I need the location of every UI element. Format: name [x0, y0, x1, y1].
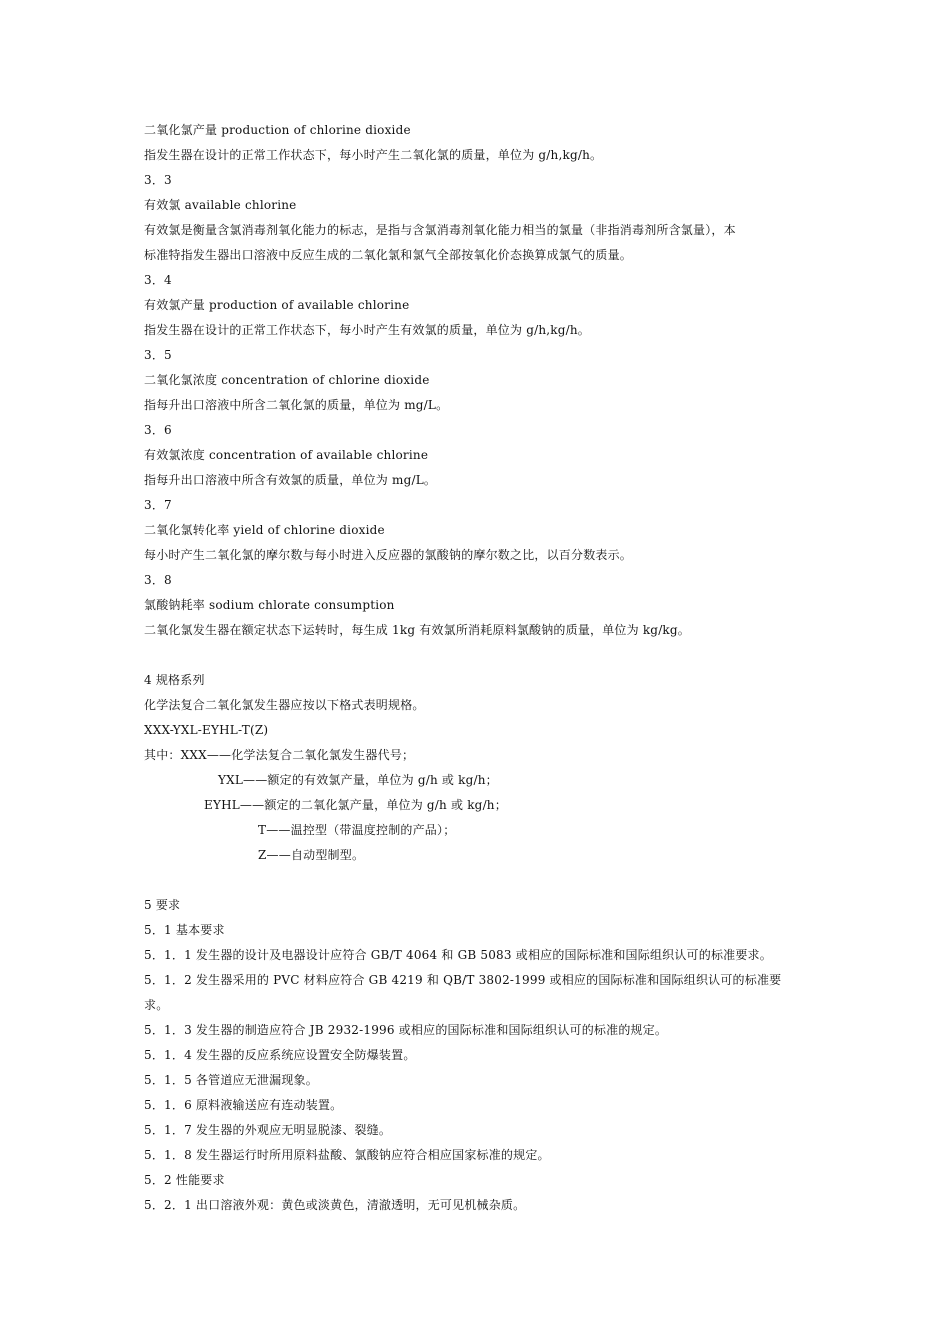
requirement-item: 5．1．2 发生器采用的 PVC 材料应符合 GB 4219 和 QB/T 3802-1999 或相应的国际标准和国际组织认可的标准要 — [144, 973, 782, 987]
paragraph: 化学法复合二氧化氯发生器应按以下格式表明规格。 — [144, 698, 425, 712]
term-definition: 指发生器在设计的正常工作状态下，每小时产生有效氯的质量，单位为 g/h,kg/h。 — [144, 323, 591, 337]
term-title-chlorine-dioxide-production: 二氧化氯产量 production of chlorine dioxide — [144, 123, 411, 137]
term-definition: 标准特指发生器出口溶液中反应生成的二氧化氯和氯气全部按氧化价态换算成氯气的质量。 — [144, 248, 633, 262]
spec-format: XXX-YXL-EYHL-T(Z) — [144, 723, 269, 737]
subsection-heading: 5．1 基本要求 — [144, 923, 225, 937]
section-number: 3．7 — [144, 498, 172, 512]
spec-explanation-yxl: YXL——额定的有效氯产量，单位为 g/h 或 kg/h； — [218, 773, 498, 787]
section-heading-specifications: 4 规格系列 — [144, 673, 205, 687]
term-definition: 每小时产生二氧化氯的摩尔数与每小时进入反应器的氯酸钠的摩尔数之比，以百分数表示。 — [144, 548, 633, 562]
term-definition: 指每升出口溶液中所含二氧化氯的质量，单位为 mg/L。 — [144, 398, 449, 412]
spec-explanation: 其中：XXX——化学法复合二氧化氯发生器代号； — [144, 748, 415, 762]
term-definition: 指每升出口溶液中所含有效氯的质量，单位为 mg/L。 — [144, 473, 437, 487]
term-definition: 二氧化氯发生器在额定状态下运转时，每生成 1kg 有效氯所消耗原料氯酸钠的质量，单位为 kg/kg。 — [144, 623, 690, 637]
term-title-chlorine-dioxide-yield: 二氧化氯转化率 yield of chlorine dioxide — [144, 523, 385, 537]
section-number: 3．5 — [144, 348, 172, 362]
blank-line — [144, 643, 824, 668]
blank-line — [144, 868, 824, 893]
term-title-available-chlorine-production: 有效氯产量 production of available chlorine — [144, 298, 410, 312]
requirement-item: 5．1．8 发生器运行时所用原料盐酸、氯酸钠应符合相应国家标准的规定。 — [144, 1148, 550, 1162]
term-title-sodium-chlorate-consumption: 氯酸钠耗率 sodium chlorate consumption — [144, 598, 395, 612]
term-definition: 指发生器在设计的正常工作状态下，每小时产生二氧化氯的质量，单位为 g/h,kg/h。 — [144, 148, 603, 162]
section-number: 3．3 — [144, 173, 172, 187]
section-number: 3．8 — [144, 573, 172, 587]
section-heading-requirements: 5 要求 — [144, 898, 181, 912]
subsection-heading: 5．2 性能要求 — [144, 1173, 225, 1187]
requirement-item: 5．2．1 出口溶液外观：黄色或淡黄色，清澈透明，无可见机械杂质。 — [144, 1198, 526, 1212]
requirement-item: 5．1．3 发生器的制造应符合 JB 2932-1996 或相应的国际标准和国际组织认可的标准的规定。 — [144, 1023, 668, 1037]
requirement-item: 5．1．1 发生器的设计及电器设计应符合 GB/T 4064 和 GB 5083 或相应的国际标准和国际组织认可的标准要求。 — [144, 948, 772, 962]
term-title-chlorine-dioxide-concentration: 二氧化氯浓度 concentration of chlorine dioxide — [144, 373, 430, 387]
section-number: 3．4 — [144, 273, 172, 287]
term-title-available-chlorine-concentration: 有效氯浓度 concentration of available chlorine — [144, 448, 429, 462]
term-title-available-chlorine: 有效氯 available chlorine — [144, 198, 297, 212]
requirement-item: 5．1．6 原料液输送应有连动装置。 — [144, 1098, 343, 1112]
requirement-item: 5．1．4 发生器的反应系统应设置安全防爆装置。 — [144, 1048, 416, 1062]
requirement-item: 5．1．7 发生器的外观应无明显脱漆、裂缝。 — [144, 1123, 392, 1137]
spec-explanation-eyhl: EYHL——额定的二氧化氯产量，单位为 g/h 或 kg/h； — [204, 798, 507, 812]
requirement-item: 5．1．5 各管道应无泄漏现象。 — [144, 1073, 318, 1087]
spec-explanation-t: T——温控型（带温度控制的产品）； — [258, 823, 456, 837]
spec-explanation-z: Z——自动型制型。 — [258, 848, 365, 862]
section-number: 3．6 — [144, 423, 172, 437]
requirement-item-continued: 求。 — [144, 998, 169, 1012]
term-definition: 有效氯是衡量含氯消毒剂氧化能力的标志，是指与含氯消毒剂氧化能力相当的氯量（非指消毒剂所含氯量），本 — [144, 223, 736, 237]
document-body — [144, 118, 824, 1218]
